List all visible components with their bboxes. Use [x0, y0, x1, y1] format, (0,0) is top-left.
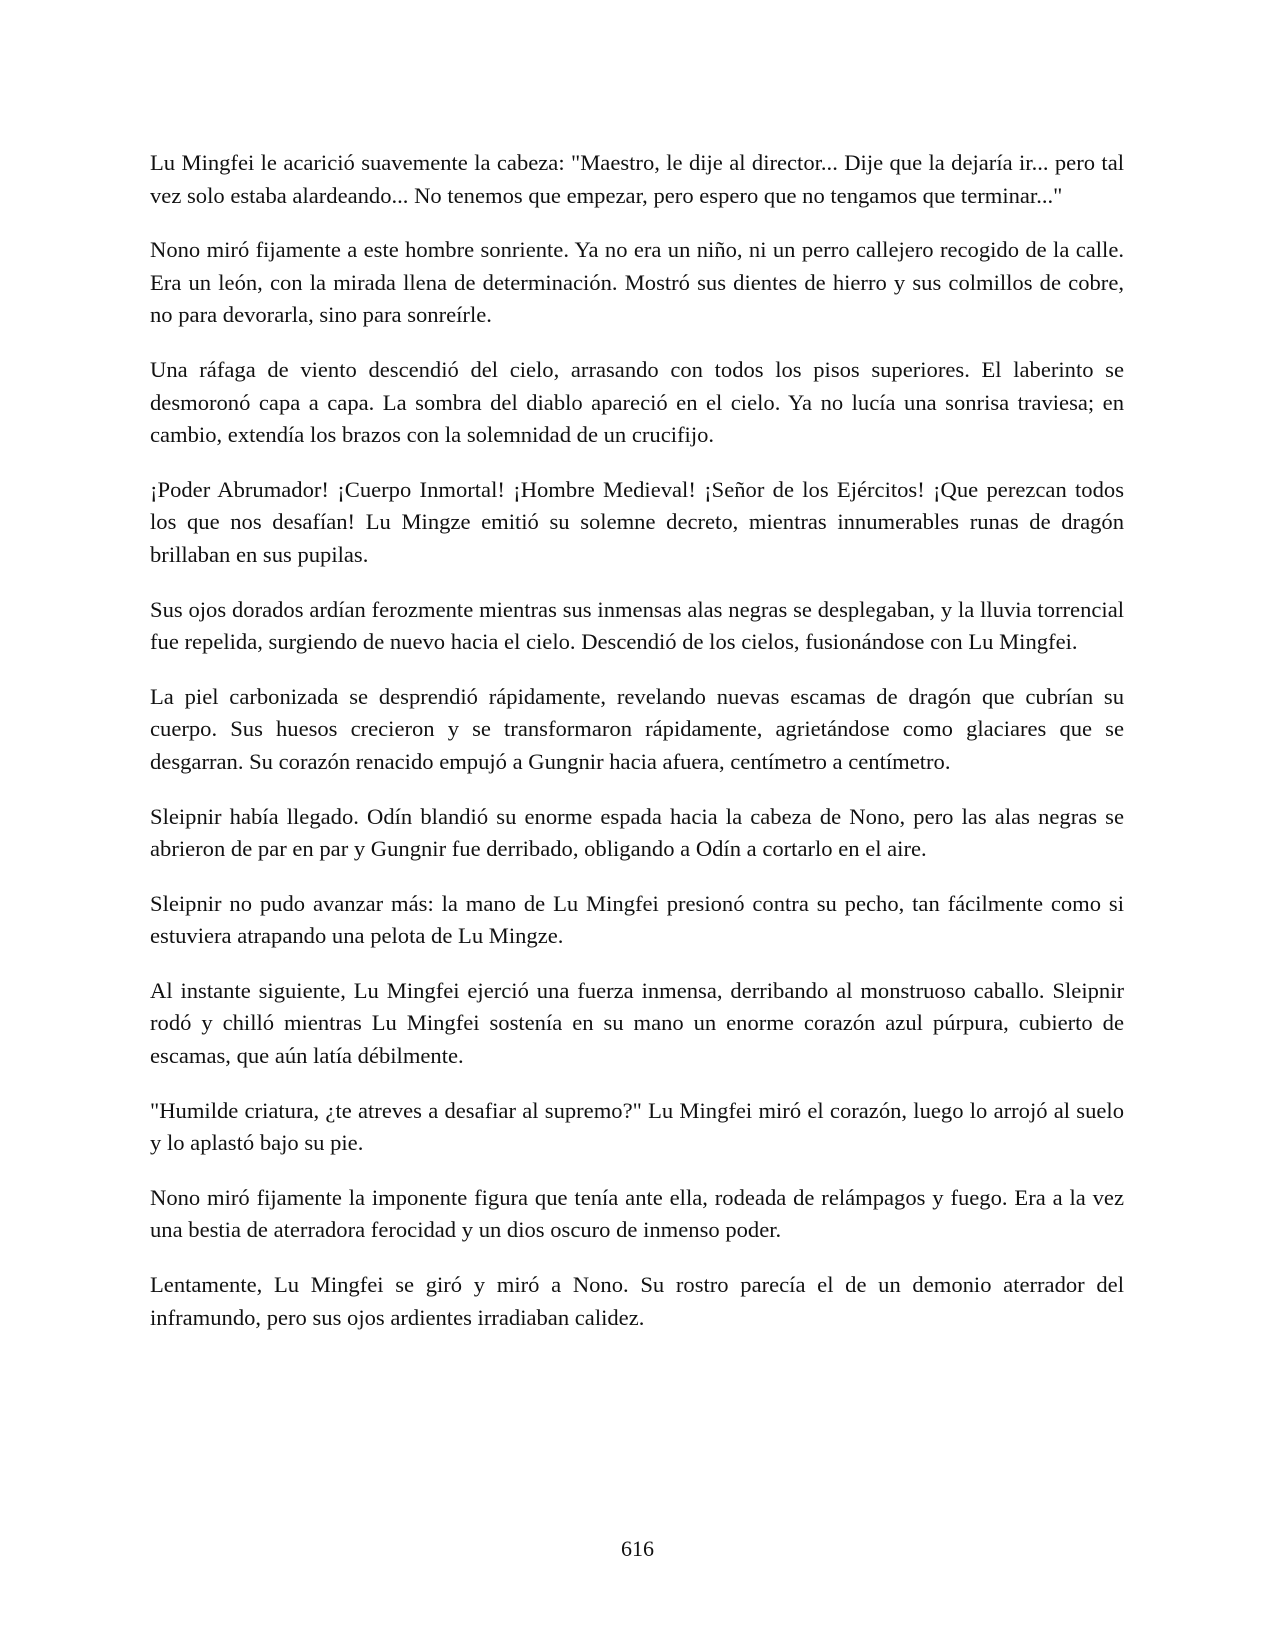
paragraph: Una ráfaga de viento descendió del cielo, arrasando con todos los pisos superiores. El laberinto se desmoronó capa a capa. La sombra del diablo apareció en el cielo. Ya no lucía una sonrisa traviesa; en cambio, extendía los brazos con la solemnidad de un crucifijo.: [150, 356, 1124, 448]
paragraph: Sus ojos dorados ardían ferozmente mientras sus inmensas alas negras se desplegaban, y la lluvia torrencial fue repelida, surgiendo de nuevo hacia el cielo. Descendió de los cielos, fusionándose con Lu Mingfei.: [150, 596, 1124, 655]
paragraph: ¡Poder Abrumador! ¡Cuerpo Inmortal! ¡Hombre Medieval! ¡Señor de los Ejércitos! ¡Que perezcan todos los que nos desafían! Lu Mingze emitió su solemne decreto, mientras innumerables runas de dragón brillaban en sus pupilas.: [150, 476, 1124, 567]
paragraph: La piel carbonizada se desprendió rápidamente, revelando nuevas escamas de dragón que cubrían su cuerpo. Sus huesos crecieron y se transformaron rápidamente, agrietándose como glaciares que se desgarran. Su corazón renacido empujó a Gungnir hacia afuera, centímetro a centímetro.: [150, 683, 1124, 774]
page-number: 616: [621, 1536, 654, 1561]
paragraph: Nono miró fijamente a este hombre sonriente. Ya no era un niño, ni un perro callejero recogido de la calle. Era un león, con la mirada llena de determinación. Mostró sus dientes de hierro y sus colmillos de cobre, no para devorarla, sino para sonreírle.: [150, 237, 1124, 328]
paragraph: Lentamente, Lu Mingfei se giró y miró a Nono. Su rostro parecía el de un demonio aterrador del inframundo, pero sus ojos ardientes irradiaban calidez.: [150, 1272, 1124, 1330]
paragraph: Sleipnir no pudo avanzar más: la mano de Lu Mingfei presionó contra su pecho, tan fácilmente como si estuviera atrapando una pelota de Lu Mingze.: [150, 890, 1124, 949]
body-text: [150, 147, 1124, 1356]
paragraph: Sleipnir había llegado. Odín blandió su enorme espada hacia la cabeza de Nono, pero las alas negras se abrieron de par en par y Gungnir fue derribado, obligando a Odín a cortarlo en el aire.: [150, 803, 1124, 862]
paragraph: Lu Mingfei le acarició suavemente la cabeza: "Maestro, le dije al director... Dije que la dejaría ir... pero tal vez solo estaba alardeando... No tenemos que empezar, pero espero que no tengamos que terminar...": [150, 150, 1124, 208]
paragraph: Nono miró fijamente la imponente figura que tenía ante ella, rodeada de relámpagos y fuego. Era a la vez una bestia de aterradora ferocidad y un dios oscuro de inmenso poder.: [150, 1184, 1124, 1243]
paragraph: Al instante siguiente, Lu Mingfei ejerció una fuerza inmensa, derribando al monstruoso caballo. Sleipnir rodó y chilló mientras Lu Mingfei sostenía en su mano un enorme corazón azul púrpura, cubierto de escamas, que aún latía débilmente.: [150, 977, 1124, 1069]
paragraph: "Humilde criatura, ¿te atreves a desafiar al supremo?" Lu Mingfei miró el corazón, luego lo arrojó al suelo y lo aplastó bajo su pie.: [150, 1097, 1124, 1156]
